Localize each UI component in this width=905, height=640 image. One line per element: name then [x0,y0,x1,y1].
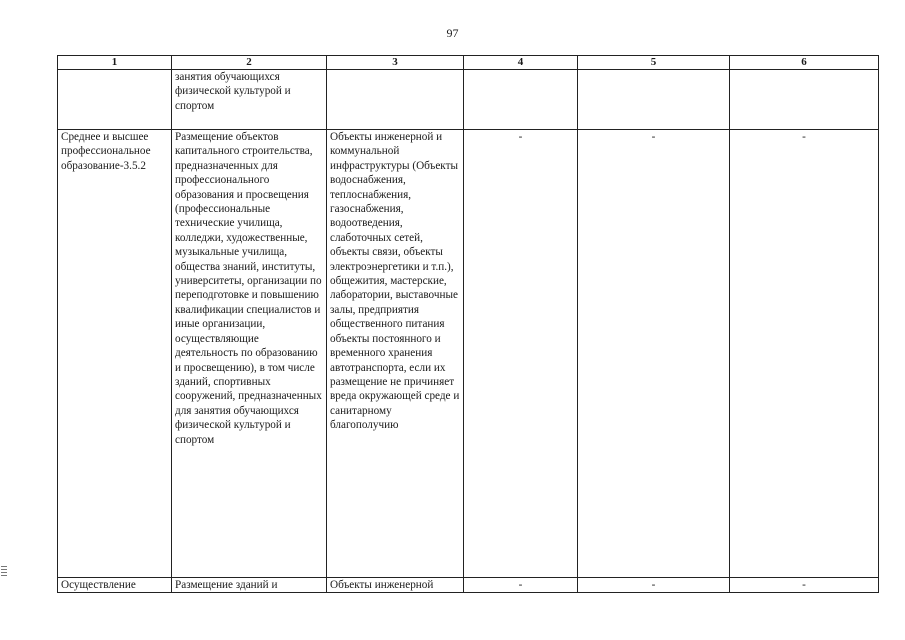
table-cell: - [464,130,578,578]
table-cell [578,70,730,130]
column-header: 5 [578,56,730,70]
table-cell: - [578,578,730,593]
column-header: 6 [730,56,879,70]
column-header: 4 [464,56,578,70]
table-cell: занятия обучающихся физической культурой и спортом [172,70,327,130]
table-cell: Размещение зданий и [172,578,327,593]
table-cell: Среднее и высшее профессиональное образование-3.5.2 [58,130,172,578]
land-use-table [57,55,879,593]
column-header: 3 [327,56,464,70]
table-cell [58,70,172,130]
table-cell: Размещение объектов капитального строительства, предназначенных для профессионального образования и просвещения (профессиональные технические училища, колледжи, художественные, музыкальные училища, общества знаний, институты, университеты, организации по переподготовке и повышению квалификации специалистов и иные организации, осуществляющие деятельность по образованию и просвещению), в том числе зданий, спортивных сооружений, предназначенных для занятия обучающихся физической культурой и спортом [172,130,327,578]
table-cell: - [730,578,879,593]
column-header: 2 [172,56,327,70]
table-cell: Осуществление [58,578,172,593]
table-cell: - [578,130,730,578]
table-row [58,578,879,593]
table-row [58,70,879,130]
page-number: 97 [446,26,459,40]
table-cell: - [464,578,578,593]
table-cell [464,70,578,130]
table-cell: Объекты инженерной и коммунальной инфраструктуры (Объекты водоснабжения, теплоснабжения, газоснабжения, водоотведения, слаботочных сетей, объекты связи, объекты электроэнергетики и т.п.), общежития, мастерские, лаборатории, выставочные залы, предприятия общественного питания объекты постоянного и временного хранения автотранспорта, если их размещение не причиняет вреда окружающей среде и санитарному благополучию [327,130,464,578]
scan-margin-marks [1,566,7,578]
table-row [58,130,879,578]
table-cell: Объекты инженерной [327,578,464,593]
table-header-row [58,56,879,70]
table-cell [327,70,464,130]
table-cell [730,70,879,130]
table-cell: - [730,130,879,578]
column-header: 1 [58,56,172,70]
